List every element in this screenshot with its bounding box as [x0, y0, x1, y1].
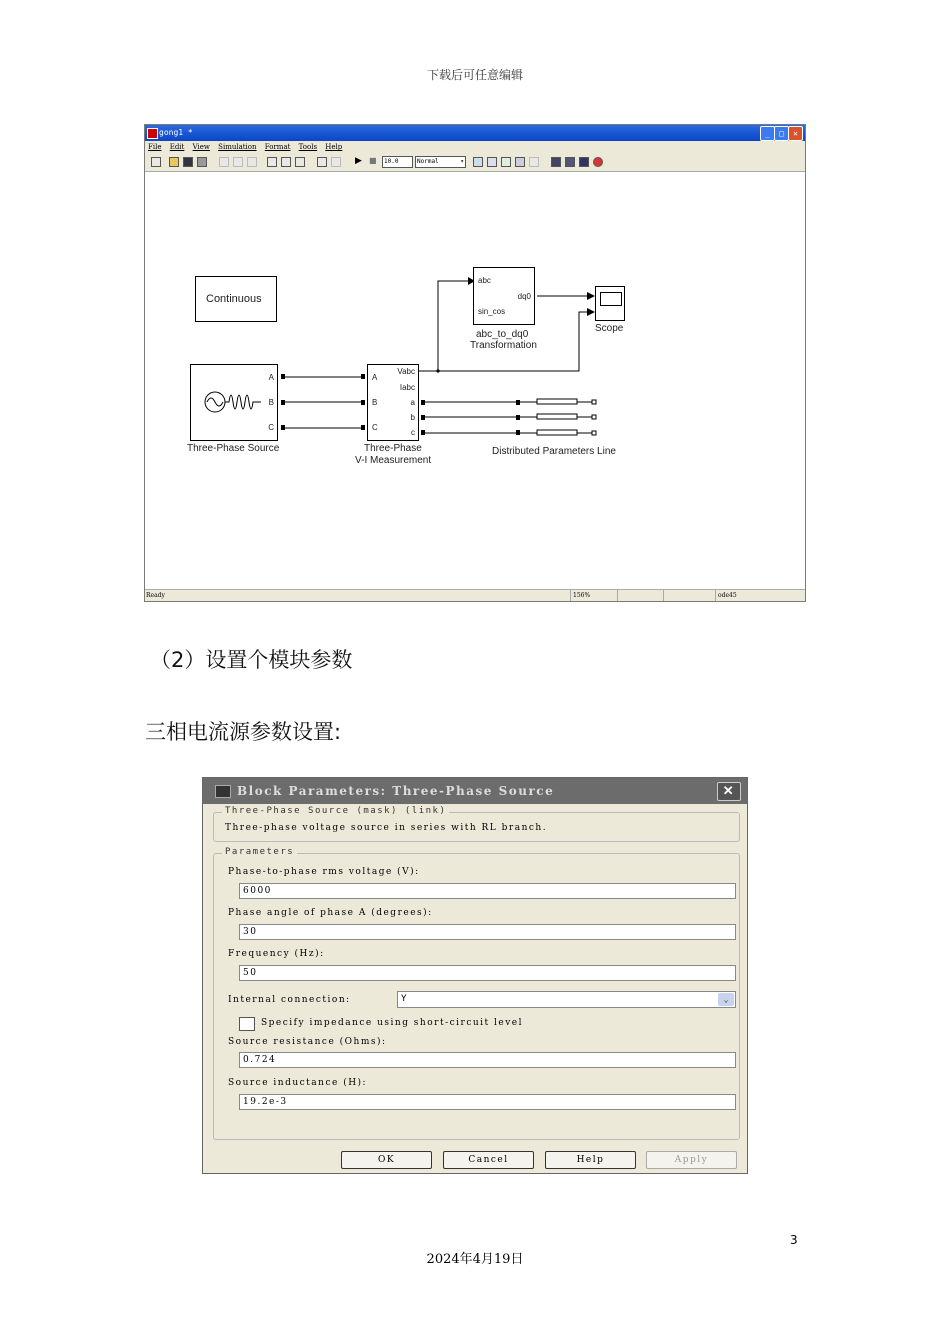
vi-port-out-c: c: [411, 428, 415, 437]
redo-icon[interactable]: [331, 157, 341, 167]
close-button[interactable]: ✕: [788, 126, 803, 141]
status-zoom: 156%: [570, 590, 617, 601]
scope-block[interactable]: [595, 286, 625, 321]
stop-time-input[interactable]: 10.0: [382, 156, 413, 168]
impedance-checkbox-label: Specify impedance using short-circuit level: [261, 1018, 524, 1028]
status-solver: ode45: [715, 590, 737, 601]
voltage-input[interactable]: 6000: [239, 883, 736, 899]
cut-icon[interactable]: [219, 157, 229, 167]
undo-icon[interactable]: [317, 157, 327, 167]
three-phase-source-block[interactable]: [190, 364, 278, 441]
paste-icon[interactable]: [247, 157, 257, 167]
impedance-checkbox[interactable]: [239, 1017, 255, 1031]
vi-measurement-block[interactable]: [367, 364, 419, 441]
stop-icon[interactable]: ■: [369, 156, 377, 165]
back-icon[interactable]: [267, 157, 277, 167]
transform-port-sincos: sin_cos: [478, 307, 506, 316]
copy-icon[interactable]: [233, 157, 243, 167]
resistance-input[interactable]: 0.724: [239, 1052, 736, 1068]
frequency-label: Frequency (Hz):: [228, 949, 325, 959]
apply-button[interactable]: Apply: [646, 1151, 737, 1169]
phase-angle-label: Phase angle of phase A (degrees):: [228, 908, 433, 918]
cancel-button[interactable]: Cancel: [443, 1151, 534, 1169]
internal-connection-select[interactable]: [397, 991, 736, 1008]
parameters-group: [213, 847, 740, 1140]
source-block-label: Three-Phase Source: [187, 443, 280, 454]
simulink-titlebar: [145, 125, 805, 141]
vi-block-label-2: V-I Measurement: [355, 455, 432, 466]
properties-icon[interactable]: [579, 157, 589, 167]
transform-label-2: Transformation: [470, 340, 537, 351]
transform-port-dq0: dq0: [517, 292, 531, 301]
forward-icon[interactable]: [281, 157, 291, 167]
phase-angle-input[interactable]: 30: [239, 924, 736, 940]
play-icon[interactable]: ▶: [355, 156, 362, 166]
voltage-label: Phase-to-phase rms voltage (V):: [228, 867, 420, 877]
simulink-app-icon: [147, 128, 158, 139]
dialog-close-button[interactable]: ✕: [717, 782, 741, 801]
chevron-down-icon: ▾: [460, 158, 464, 165]
model-browser-icon[interactable]: [551, 157, 561, 167]
resistance-label: Source resistance (Ohms):: [228, 1037, 387, 1047]
update-icon[interactable]: [487, 157, 497, 167]
vi-port-out-a: a: [410, 398, 415, 407]
mask-group: [213, 806, 740, 842]
menu-view[interactable]: View: [192, 143, 210, 151]
vi-port-vabc: Vabc: [397, 367, 415, 376]
continuous-block[interactable]: [195, 276, 277, 322]
source-port-b: B: [268, 398, 274, 407]
menu-file[interactable]: File: [148, 143, 162, 151]
minimize-button[interactable]: _: [760, 126, 775, 141]
sim-mode-select[interactable]: [415, 156, 466, 168]
print-icon[interactable]: [197, 157, 207, 167]
vi-port-out-b: b: [410, 413, 415, 422]
vi-block-label-1: Three-Phase: [364, 443, 422, 454]
menu-help[interactable]: Help: [325, 143, 343, 151]
mask-description: Three-phase voltage source in series with RL branch.: [225, 823, 548, 833]
model-canvas[interactable]: [145, 172, 805, 590]
up-icon[interactable]: [295, 157, 305, 167]
mask-group-label: Three-Phase Source (mask) (link): [222, 806, 449, 816]
internal-connection-label: Internal connection:: [228, 995, 351, 1005]
subsection-heading: 三相电流源参数设置:: [145, 720, 342, 744]
abc-to-dq0-block[interactable]: [473, 267, 535, 325]
continuous-label: Continuous: [206, 293, 262, 305]
scope-label: Scope: [595, 323, 624, 334]
page-header: 下载后可任意编辑: [426, 68, 523, 82]
vi-port-in-b: B: [372, 398, 378, 407]
section-heading: （2）设置个模块参数: [150, 648, 353, 672]
library-icon[interactable]: [501, 157, 511, 167]
footer-date: 2024年4月19日: [426, 1252, 524, 1267]
explorer-icon[interactable]: [515, 157, 525, 167]
frequency-input[interactable]: 50: [239, 965, 736, 981]
status-ready: Ready: [146, 592, 165, 599]
build-icon[interactable]: [473, 157, 483, 167]
vi-port-in-c: C: [372, 423, 378, 432]
simulink-menubar: [145, 141, 805, 153]
menu-tools[interactable]: Tools: [298, 143, 318, 151]
parameters-group-label: Parameters: [222, 847, 297, 857]
status-blank-1: [617, 590, 662, 601]
debug-icon[interactable]: [529, 157, 539, 167]
scope-screen-icon: [600, 292, 622, 306]
block-parameters-dialog: [202, 777, 748, 1174]
transform-port-abc: abc: [478, 276, 491, 285]
sim-mode-value: Normal: [417, 158, 439, 165]
simulink-statusbar: [145, 589, 805, 601]
dialog-titlebar: [203, 778, 747, 804]
ok-button[interactable]: OK: [341, 1151, 432, 1169]
status-blank-2: [663, 590, 714, 601]
chevron-down-icon[interactable]: ⌄: [718, 993, 734, 1006]
menu-edit[interactable]: Edit: [169, 143, 185, 151]
ac-source-icon: [201, 378, 265, 426]
new-file-icon[interactable]: [151, 157, 161, 167]
inductance-input[interactable]: 19.2e-3: [239, 1094, 736, 1110]
inductance-label: Source inductance (H):: [228, 1078, 368, 1088]
dialog-app-icon: [215, 785, 231, 798]
help-button[interactable]: Help: [545, 1151, 636, 1169]
source-port-a: A: [268, 373, 274, 382]
simulink-toolbar: [145, 153, 805, 172]
open-folder-icon[interactable]: [169, 157, 179, 167]
menu-simulation[interactable]: Simulation: [218, 143, 257, 151]
diagnostics-icon[interactable]: [565, 157, 575, 167]
maximize-button[interactable]: □: [774, 126, 789, 141]
vi-port-in-a: A: [372, 373, 378, 382]
transform-label-1: abc_to_dq0: [476, 329, 529, 340]
stop-record-icon[interactable]: [593, 157, 603, 167]
menu-format[interactable]: Format: [264, 143, 291, 151]
dialog-title: Block Parameters: Three-Phase Source: [237, 784, 555, 798]
source-port-c: C: [268, 423, 274, 432]
internal-connection-value: Y: [401, 994, 407, 1004]
save-icon[interactable]: [183, 157, 193, 167]
vi-port-iabc: Iabc: [399, 383, 415, 392]
line-block-label: Distributed Parameters Line: [492, 446, 616, 457]
simulink-window: [144, 124, 806, 602]
page-number: 3: [790, 1233, 798, 1247]
simulink-title: gong1 *: [159, 128, 193, 137]
